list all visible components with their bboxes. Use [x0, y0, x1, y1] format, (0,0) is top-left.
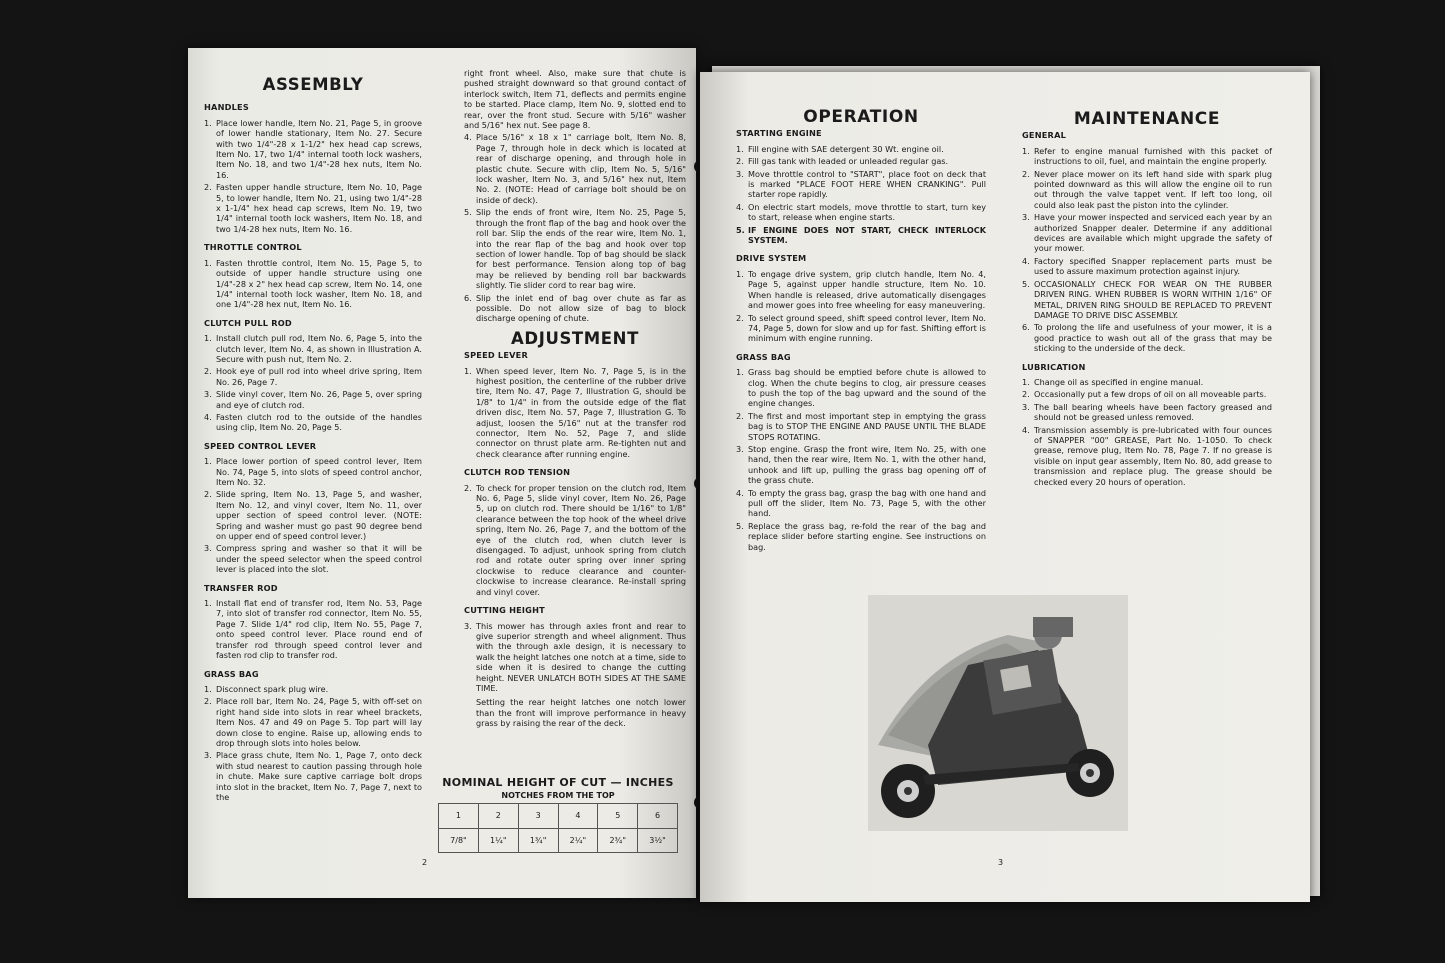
table-row — [439, 828, 678, 853]
general-heading: GENERAL — [1022, 130, 1067, 141]
transfer-heading: TRANSFER ROD — [204, 582, 278, 593]
height-cell: 1¾" — [518, 828, 558, 853]
cut-table-header — [438, 776, 678, 800]
height-cell: 3½" — [638, 828, 678, 853]
notch-cell: 3 — [518, 804, 558, 829]
left-page — [188, 48, 696, 898]
list-item: 3. Stop engine. Grasp the front wire, Item No. 25, with one hand, then the rear wire, Item No. 1, with the other hand, unhook and lift up, pulling the grass bag opening off of the grass chute. — [736, 443, 986, 486]
cutting-height-heading: CUTTING HEIGHT — [464, 605, 545, 616]
page-number-right: 3 — [998, 858, 1004, 867]
notch-cell: 4 — [558, 804, 598, 829]
assembly-title: ASSEMBLY — [262, 75, 364, 94]
list-item: 3. This mower has through axles front and rear to give superior strength and wheel alignment. Thus with the through axle design, it is necessary to walk the height latches one notch at a time, side to side when it is desired to change the cutting height. NEVER UNLATCH BOTH SIDES AT THE SAME TIME. — [464, 620, 686, 693]
left-column — [204, 75, 422, 804]
list-item: 1. Place lower portion of speed control lever, Item No. 74, Page 5, into slots of speed control anchor, Item No. 32. — [204, 456, 422, 487]
list-item: 4. Place 5/16" x 18 x 1" carriage bolt, Item No. 8, Page 7, through hole in deck which is located at rear of discharge opening, and through hole in plastic chute. Secure with clip, Item No. 5, 5/16" lock washer, Item No. 3, and 5/16" hex nut, Item No. 2. (NOTE: Head of carriage bolt should be on inside of deck). — [464, 132, 686, 205]
right-column — [464, 68, 686, 731]
height-cell: 7/8" — [439, 828, 479, 853]
cut-table-subtitle: NOTCHES FROM THE TOP — [501, 791, 615, 800]
right-page — [700, 72, 1310, 902]
list-item: 1. Install clutch pull rod, Item No. 6, Page 5, into the clutch lever, Item No. 4, as shown in Illustration A. Secure with push nut, Item No. 2. — [204, 333, 422, 364]
list-item: 1. Refer to engine manual furnished with this packet of instructions to oil, fuel, and maintain the engine properly. — [1022, 145, 1272, 167]
list-item: 2. Fill gas tank with leaded or unleaded regular gas. — [736, 156, 949, 167]
list-item: 2. The first and most important step in emptying the grass bag is to STOP THE ENGINE AND PAUSE UNTIL THE BLADE STOPS ROTATING. — [736, 410, 986, 442]
list-item: 2. Place roll bar, Item No. 24, Page 5, with off-set on right hand side into slots in rear wheel brackets, Item Nos. 47 and 49 on Page 5. Top part will lay down close to engine. Raise up, allowing ends to drop through slots into holes below. — [204, 696, 422, 748]
maintenance-title: MAINTENANCE — [1073, 109, 1221, 129]
maintenance-column — [1022, 109, 1272, 489]
list-item: 1. Fasten throttle control, Item No. 15, Page 5, to outside of upper handle structure using one 1/4"-28 x 2" hex head cap screw, Item No. 14, one 1/4" internal tooth lock washer, Item No. 18, and one 1/4"-28 hex nut, Item No. 16. — [204, 257, 422, 310]
list-item: 2. Slide spring, Item No. 13, Page 5, and washer, Item No. 12, and vinyl cover, Item No. 11, over upper section of speed control lever. (NOTE: Spring and washer must go past 90 degree bend on upper end of speed control lever.) — [204, 489, 422, 542]
list-item: 1. Fill engine with SAE detergent 30 Wt. engine oil. — [736, 143, 944, 154]
speed-control-heading: SPEED CONTROL LEVER — [204, 440, 317, 451]
table-row — [439, 804, 678, 829]
list-item: 4. To empty the grass bag, grasp the bag with one hand and pull off the slider, Item No. 73, Page 5, with the other hand. — [736, 487, 986, 519]
starting-engine-heading: STARTING ENGINE — [736, 128, 822, 139]
list-item: 1. Place lower handle, Item No. 21, Page 5, in groove of lower handle stationary, Item No. 27. Secure with two 1/4"-28 x 1-1/2" hex head cap screws, Item No. 17, two 1/4" internal tooth lock washers, Item No. 18, and two 1/4"-28 hex nuts, Item No. 16. — [204, 117, 422, 180]
list-item: 5. OCCASIONALLY CHECK FOR WEAR ON THE RUBBER DRIVEN RING. WHEN RUBBER IS WORN WITHIN 1/16" OF METAL, DRIVEN RING SHOULD BE REPLACED TO PREVENT DAMAGE TO DRIVE DISC ASSEMBLY. — [1022, 278, 1272, 320]
lubrication-heading: LUBRICATION — [1022, 361, 1086, 372]
operation-title: OPERATION — [803, 107, 919, 127]
list-item: 1. Grass bag should be emptied before chute is allowed to clog. When the chute begins to clog, air pressure ceases to push the top of the bag upward and the sound of the engine changes. — [736, 367, 986, 409]
list-item: 5. Slip the ends of front wire, Item No. 25, Page 5, through the front flap of the bag and hook over the roll bar. Slip the ends of the rear wire, Item No. 1, into the rear flap of the bag and hook over top section of lower handle. Top of bag should be slack for best performance. Tension along top of bag may be relieved by bending roll bar backwards slightly. Tie slider cord to rear bag wire. — [464, 207, 686, 291]
list-item: 3. Move throttle control to "START", place foot on deck that is marked "PLACE FOOT HERE WHEN CRANKING". Pull starter rope rapidly. — [736, 168, 986, 200]
list-item: 4. On electric start models, move throttle to start, turn key to start, release when engine starts. — [736, 201, 986, 223]
list-item: 1. Install flat end of transfer rod, Item No. 53, Page 7, into slot of transfer rod connector, Item No. 55, Page 7. Slide 1/4" rod clip, Item No. 55, Page 7, onto speed control lever. Place round end of transfer rod through speed control lever and fasten rod clip to transfer rod. — [204, 598, 422, 661]
grass-bag-op-heading: GRASS BAG — [736, 351, 791, 362]
list-item: 4. Fasten clutch rod to the outside of the handles using clip, Item No. 20, Page 5. — [204, 411, 422, 433]
list-item: 6. To prolong the life and usefulness of your mower, it is a good practice to wash out all of the grass that may be sticking to the underside of the deck. — [1022, 322, 1272, 354]
list-item: 2. To check for proper tension on the clutch rod, Item No. 6, Page 5, slide vinyl cover, Item No. 26, Page 5, up on clutch rod. There should be 1/16" to 1/8" clearance between the top hook of the wheel drive spring, Item No. 26, Page 7, and the bottom of the eye of the clutch rod, when clutch lever is disengaged. To adjust, unhook spring from clutch rod and rotate outer spring over inner spring clockwise to reduce clearance and counter-clockwise to increase clearance. Re-install spring and vinyl cover. — [464, 482, 686, 597]
speed-lever-heading: SPEED LEVER — [464, 350, 528, 361]
notch-cell: 2 — [478, 804, 518, 829]
list-item: 6. Slip the inlet end of bag over chute as far as possible. Do not allow size of bag to block discharge opening of chute. — [464, 292, 686, 324]
list-item: 3. Place grass chute, Item No. 1, Page 7, onto deck with stud nearest to caution passing through hole in chute. Make sure captive carriage bolt drops into slot in the bracket, Item No. 7, Page 7, next to the — [204, 750, 422, 802]
list-item: 1. To engage drive system, grip clutch handle, Item No. 4, Page 5, against upper handle structure, Item No. 10. When handle is released, drive automatically disengages and mower goes into free wheeling for easy maneuvering. — [736, 268, 986, 311]
cut-height-table — [438, 803, 678, 853]
continued-text: right front wheel. Also, make sure that chute is pushed straight downward so that ground contact of interlock switch, Item 71, deflects and permits engine to be started. Place clamp, Item No. 9, slotted end to rear, over the front stud. Secure with 5/16" washer and 5/16" hex nut. See page 8. — [464, 68, 686, 131]
list-item: 2. Fasten upper handle structure, Item No. 10, Page 5, to lower handle, Item No. 21, using two 1/4"-28 x 1-1/4" hex head cap screws, Item No. 19, two 1/4" internal tooth lock washers, Item No. 18, and two 1/4-28 hex nuts, Item No. 16. — [204, 182, 422, 234]
height-cell: 1¼" — [478, 828, 518, 853]
list-item: 5. Replace the grass bag, re-fold the rear of the bag and replace slider before starting engine. See instructions on bag. — [736, 520, 986, 552]
list-item: 1. Disconnect spark plug wire. — [204, 683, 329, 694]
clutch-tension-heading: CLUTCH ROD TENSION — [464, 467, 571, 478]
list-item: 3. Compress spring and washer so that it will be under the speed selector when the speed control lever is placed into the slot. — [204, 543, 422, 575]
height-cell: 2¾" — [598, 828, 638, 853]
mower-illustration — [868, 595, 1128, 831]
cutting-note: Setting the rear height latches one notch lower than the front will improve performance in heavy grass by raising the rear of the deck. — [476, 697, 686, 729]
handles-heading: HANDLES — [204, 102, 249, 113]
grass-bag-heading: GRASS BAG — [204, 668, 259, 679]
notch-cell: 1 — [439, 804, 479, 829]
list-item: 1. When speed lever, Item No. 7, Page 5, is in the highest position, the centerline of the rubber drive tire, Item No. 47, Page 7, Illustration G, should be 1/8" to 1/4" in from the outside edge of the flat driven disc, Item No. 57, Page 7, Illustration G. To adjust, loosen the 5/16" nut at the transfer rod connector, Item No. 52, Page 7, and slide connector on thrust plate arm. Re-tighten nut and check clearance after running engine. — [464, 365, 686, 459]
list-item: 3. The ball bearing wheels have been factory greased and should not be greased unless removed. — [1022, 401, 1272, 423]
list-item: 3. Have your mower inspected and serviced each year by an authorized Snapper dealer. Determine if any additional devices are available which might upgrade the safety of your mower. — [1022, 212, 1272, 254]
notch-cell: 5 — [598, 804, 638, 829]
list-item: 1. Change oil as specified in engine manual. — [1022, 376, 1204, 387]
height-cell: 2¼" — [558, 828, 598, 853]
cut-table-title: NOMINAL HEIGHT OF CUT — INCHES — [442, 776, 674, 789]
list-item: 2. Hook eye of pull rod into wheel drive spring, Item No. 26, Page 7. — [204, 366, 422, 387]
page-number-left: 2 — [422, 858, 428, 867]
list-item: 3. Slide vinyl cover, Item No. 26, Page 5, over spring and eye of clutch rod. — [204, 389, 422, 410]
adjustment-title: ADJUSTMENT — [511, 328, 639, 348]
drive-system-heading: DRIVE SYSTEM — [736, 253, 807, 264]
list-item: 4. Transmission assembly is pre-lubricated with four ounces of SNAPPER "00" GREASE, Part No. 1-1050. To check grease, remove plug, Item No. 78, Page 7. If no grease is visible on input gear assembly, Item No. 80, add grease to transmission and replace plug. The grease should be checked every 20 hours of operation. — [1022, 424, 1272, 487]
list-item: 5. IF ENGINE DOES NOT START, CHECK INTERLOCK SYSTEM. — [736, 224, 986, 246]
list-item: 4. Factory specified Snapper replacement parts must be used to assure maximum protection against injury. — [1022, 255, 1272, 277]
operation-column — [736, 107, 986, 554]
throttle-heading: THROTTLE CONTROL — [204, 242, 302, 253]
list-item: 2. Occasionally put a few drops of oil on all moveable parts. — [1022, 389, 1267, 400]
list-item: 2. Never place mower on its left hand side with spark plug pointed downward as this will allow the engine oil to run out through the valve tappet vent. If left too long, oil could also leak past the piston into the cylinder. — [1022, 168, 1272, 210]
list-item: 2. To select ground speed, shift speed control lever, Item No. 74, Page 5, down for slow and up for fast. Shifting effort is minimum with engine running. — [736, 312, 986, 344]
notch-cell: 6 — [638, 804, 678, 829]
clutch-heading: CLUTCH PULL ROD — [204, 317, 292, 328]
mower-photo — [868, 595, 1128, 831]
